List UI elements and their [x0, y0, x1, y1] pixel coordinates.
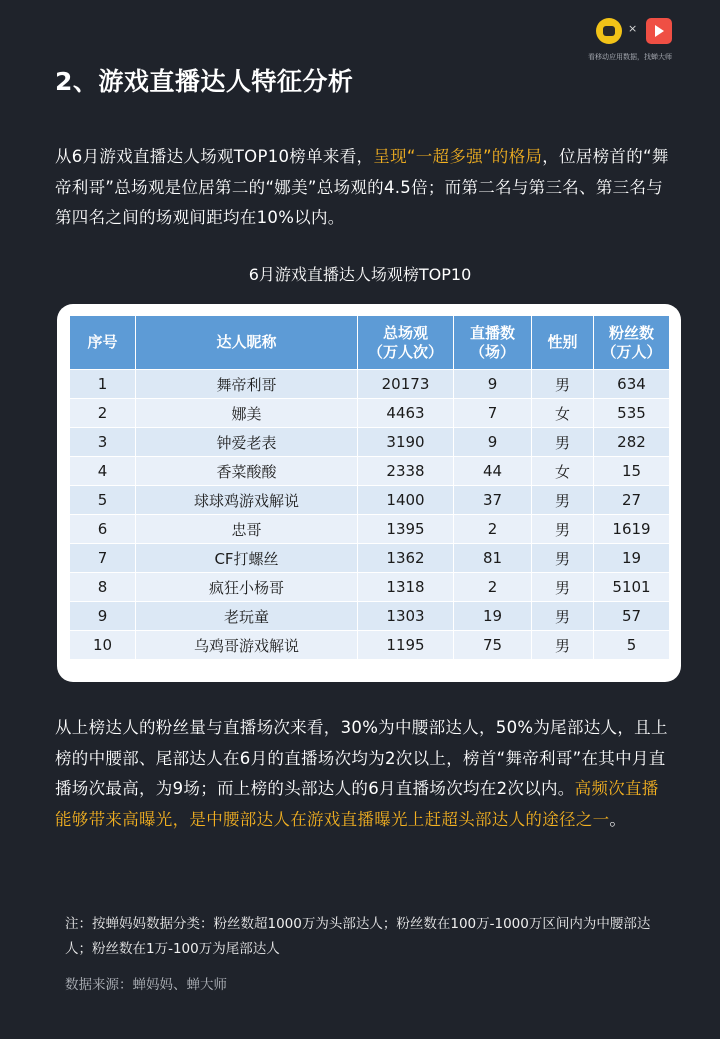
- table-card: [57, 304, 681, 682]
- table-cell-col-fans: 634: [594, 370, 670, 399]
- table-cell-col-rank: 7: [70, 544, 136, 573]
- table-cell-col-gender: 男: [532, 486, 594, 515]
- table-cell-col-nickname: 乌鸡哥游戏解说: [136, 631, 358, 660]
- table-cell-col-gender: 男: [532, 515, 594, 544]
- table-cell-col-gender: 男: [532, 573, 594, 602]
- table-cell-col-live-count: 81: [454, 544, 532, 573]
- table-cell-col-gender: 男: [532, 602, 594, 631]
- table-cell-col-nickname: 钟爱老表: [136, 428, 358, 457]
- table-cell-col-live-count: 44: [454, 457, 532, 486]
- table-cell-col-nickname: 疯狂小杨哥: [136, 573, 358, 602]
- table-cell-col-rank: 4: [70, 457, 136, 486]
- table-cell-col-fans: 5101: [594, 573, 670, 602]
- intro-paragraph: [55, 142, 670, 234]
- table-header-col-rank: 序号: [70, 316, 136, 370]
- table-cell-col-total-views: 1303: [358, 602, 454, 631]
- table-cell-col-gender: 男: [532, 428, 594, 457]
- table-row: [70, 573, 670, 602]
- footnote: 注：按蝉妈妈数据分类：粉丝数超1000万为头部达人；粉丝数在100万-1000万区间内为中腰部达人；粉丝数在1万-100万为尾部达人: [65, 916, 651, 957]
- table-cell-col-rank: 6: [70, 515, 136, 544]
- analysis-paragraph: [55, 713, 670, 835]
- table-row: [70, 399, 670, 428]
- analysis-text-b: 。: [609, 809, 627, 829]
- table-cell-col-fans: 1619: [594, 515, 670, 544]
- table-header-col-total-views: 总场观 （万人次）: [358, 316, 454, 370]
- table-cell-col-total-views: 1400: [358, 486, 454, 515]
- table-cell-col-nickname: CF打螺丝: [136, 544, 358, 573]
- chandashi-logo-icon: [646, 18, 672, 44]
- table-cell-col-fans: 535: [594, 399, 670, 428]
- table-cell-col-fans: 27: [594, 486, 670, 515]
- section-title: 2、游戏直播达人特征分析: [55, 67, 354, 96]
- table-cell-col-rank: 3: [70, 428, 136, 457]
- table-cell-col-total-views: 1395: [358, 515, 454, 544]
- table-cell-col-rank: 8: [70, 573, 136, 602]
- brand-logos: [588, 18, 698, 66]
- table-body: [70, 370, 670, 660]
- table-cell-col-live-count: 9: [454, 370, 532, 399]
- table-cell-col-fans: 5: [594, 631, 670, 660]
- table-cell-col-total-views: 1318: [358, 573, 454, 602]
- ranking-table: [69, 315, 670, 660]
- logo-separator: ×: [628, 22, 638, 35]
- table-cell-col-nickname: 舞帝利哥: [136, 370, 358, 399]
- table-row: [70, 370, 670, 399]
- table-header-col-fans: 粉丝数 （万人）: [594, 316, 670, 370]
- table-row: [70, 544, 670, 573]
- table-cell-col-total-views: 3190: [358, 428, 454, 457]
- table-cell-col-fans: 57: [594, 602, 670, 631]
- table-cell-col-live-count: 9: [454, 428, 532, 457]
- table-cell-col-fans: 282: [594, 428, 670, 457]
- table-row: [70, 428, 670, 457]
- table-cell-col-nickname: 球球鸡游戏解说: [136, 486, 358, 515]
- table-cell-col-total-views: 2338: [358, 457, 454, 486]
- table-cell-col-live-count: 19: [454, 602, 532, 631]
- data-source: 数据来源：蝉妈妈、蝉大师: [65, 977, 227, 993]
- intro-text-a: 从6月游戏直播达人场观TOP10榜单来看，: [55, 147, 374, 166]
- table-cell-col-total-views: 20173: [358, 370, 454, 399]
- table-cell-col-gender: 男: [532, 370, 594, 399]
- table-cell-col-rank: 1: [70, 370, 136, 399]
- table-header-col-live-count: 直播数 （场）: [454, 316, 532, 370]
- table-cell-col-nickname: 香菜酸酸: [136, 457, 358, 486]
- table-cell-col-nickname: 忠哥: [136, 515, 358, 544]
- table-header-col-nickname: 达人昵称: [136, 316, 358, 370]
- intro-text-b: ，位居榜首的“舞帝利哥”总场观是位居第二的“娜美”总场观的4.5倍；而第二名与第三名、第三名与第四名之间的场观间距均在10%以内。: [55, 147, 669, 227]
- table-cell-col-total-views: 1362: [358, 544, 454, 573]
- table-row: [70, 631, 670, 660]
- table-cell-col-nickname: 娜美: [136, 399, 358, 428]
- table-cell-col-gender: 男: [532, 544, 594, 573]
- table-cell-col-live-count: 2: [454, 573, 532, 602]
- table-title: 6月游戏直播达人场观榜TOP10: [248, 265, 472, 284]
- table-cell-col-live-count: 7: [454, 399, 532, 428]
- table-row: [70, 602, 670, 631]
- table-cell-col-rank: 5: [70, 486, 136, 515]
- table-cell-col-rank: 9: [70, 602, 136, 631]
- table-row: [70, 486, 670, 515]
- table-cell-col-nickname: 老玩童: [136, 602, 358, 631]
- table-cell-col-rank: 2: [70, 399, 136, 428]
- table-row: [70, 515, 670, 544]
- table-row: [70, 457, 670, 486]
- intro-highlight: 呈现“一超多强”的格局: [373, 147, 543, 166]
- table-cell-col-gender: 女: [532, 457, 594, 486]
- table-header-row: [70, 316, 670, 370]
- analysis-text-a: 从上榜达人的粉丝量与直播场次来看，30%为中腰部达人，50%为尾部达人，且上榜的中腰部、尾部达人在6月的直播场次均为2次以上，榜首“舞帝利哥”在其中月直播场次最高，为9场；而上榜的头部达人的6月直播场次均在2次以内。: [55, 718, 668, 798]
- table-cell-col-live-count: 75: [454, 631, 532, 660]
- table-header-col-gender: 性别: [532, 316, 594, 370]
- analysis-highlight: 高频次直播能够带来高曝光，是中腰部达人在游戏直播曝光上赶超头部达人的途径之一: [55, 779, 659, 829]
- table-cell-col-fans: 19: [594, 544, 670, 573]
- table-cell-col-rank: 10: [70, 631, 136, 660]
- table-cell-col-total-views: 4463: [358, 399, 454, 428]
- table-cell-col-fans: 15: [594, 457, 670, 486]
- brand-caption: 看移动应用数据，找蝉大师: [588, 53, 672, 61]
- table-cell-col-gender: 男: [532, 631, 594, 660]
- table-cell-col-total-views: 1195: [358, 631, 454, 660]
- chanmama-logo-icon: [596, 18, 622, 44]
- table-cell-col-gender: 女: [532, 399, 594, 428]
- table-cell-col-live-count: 2: [454, 515, 532, 544]
- table-cell-col-live-count: 37: [454, 486, 532, 515]
